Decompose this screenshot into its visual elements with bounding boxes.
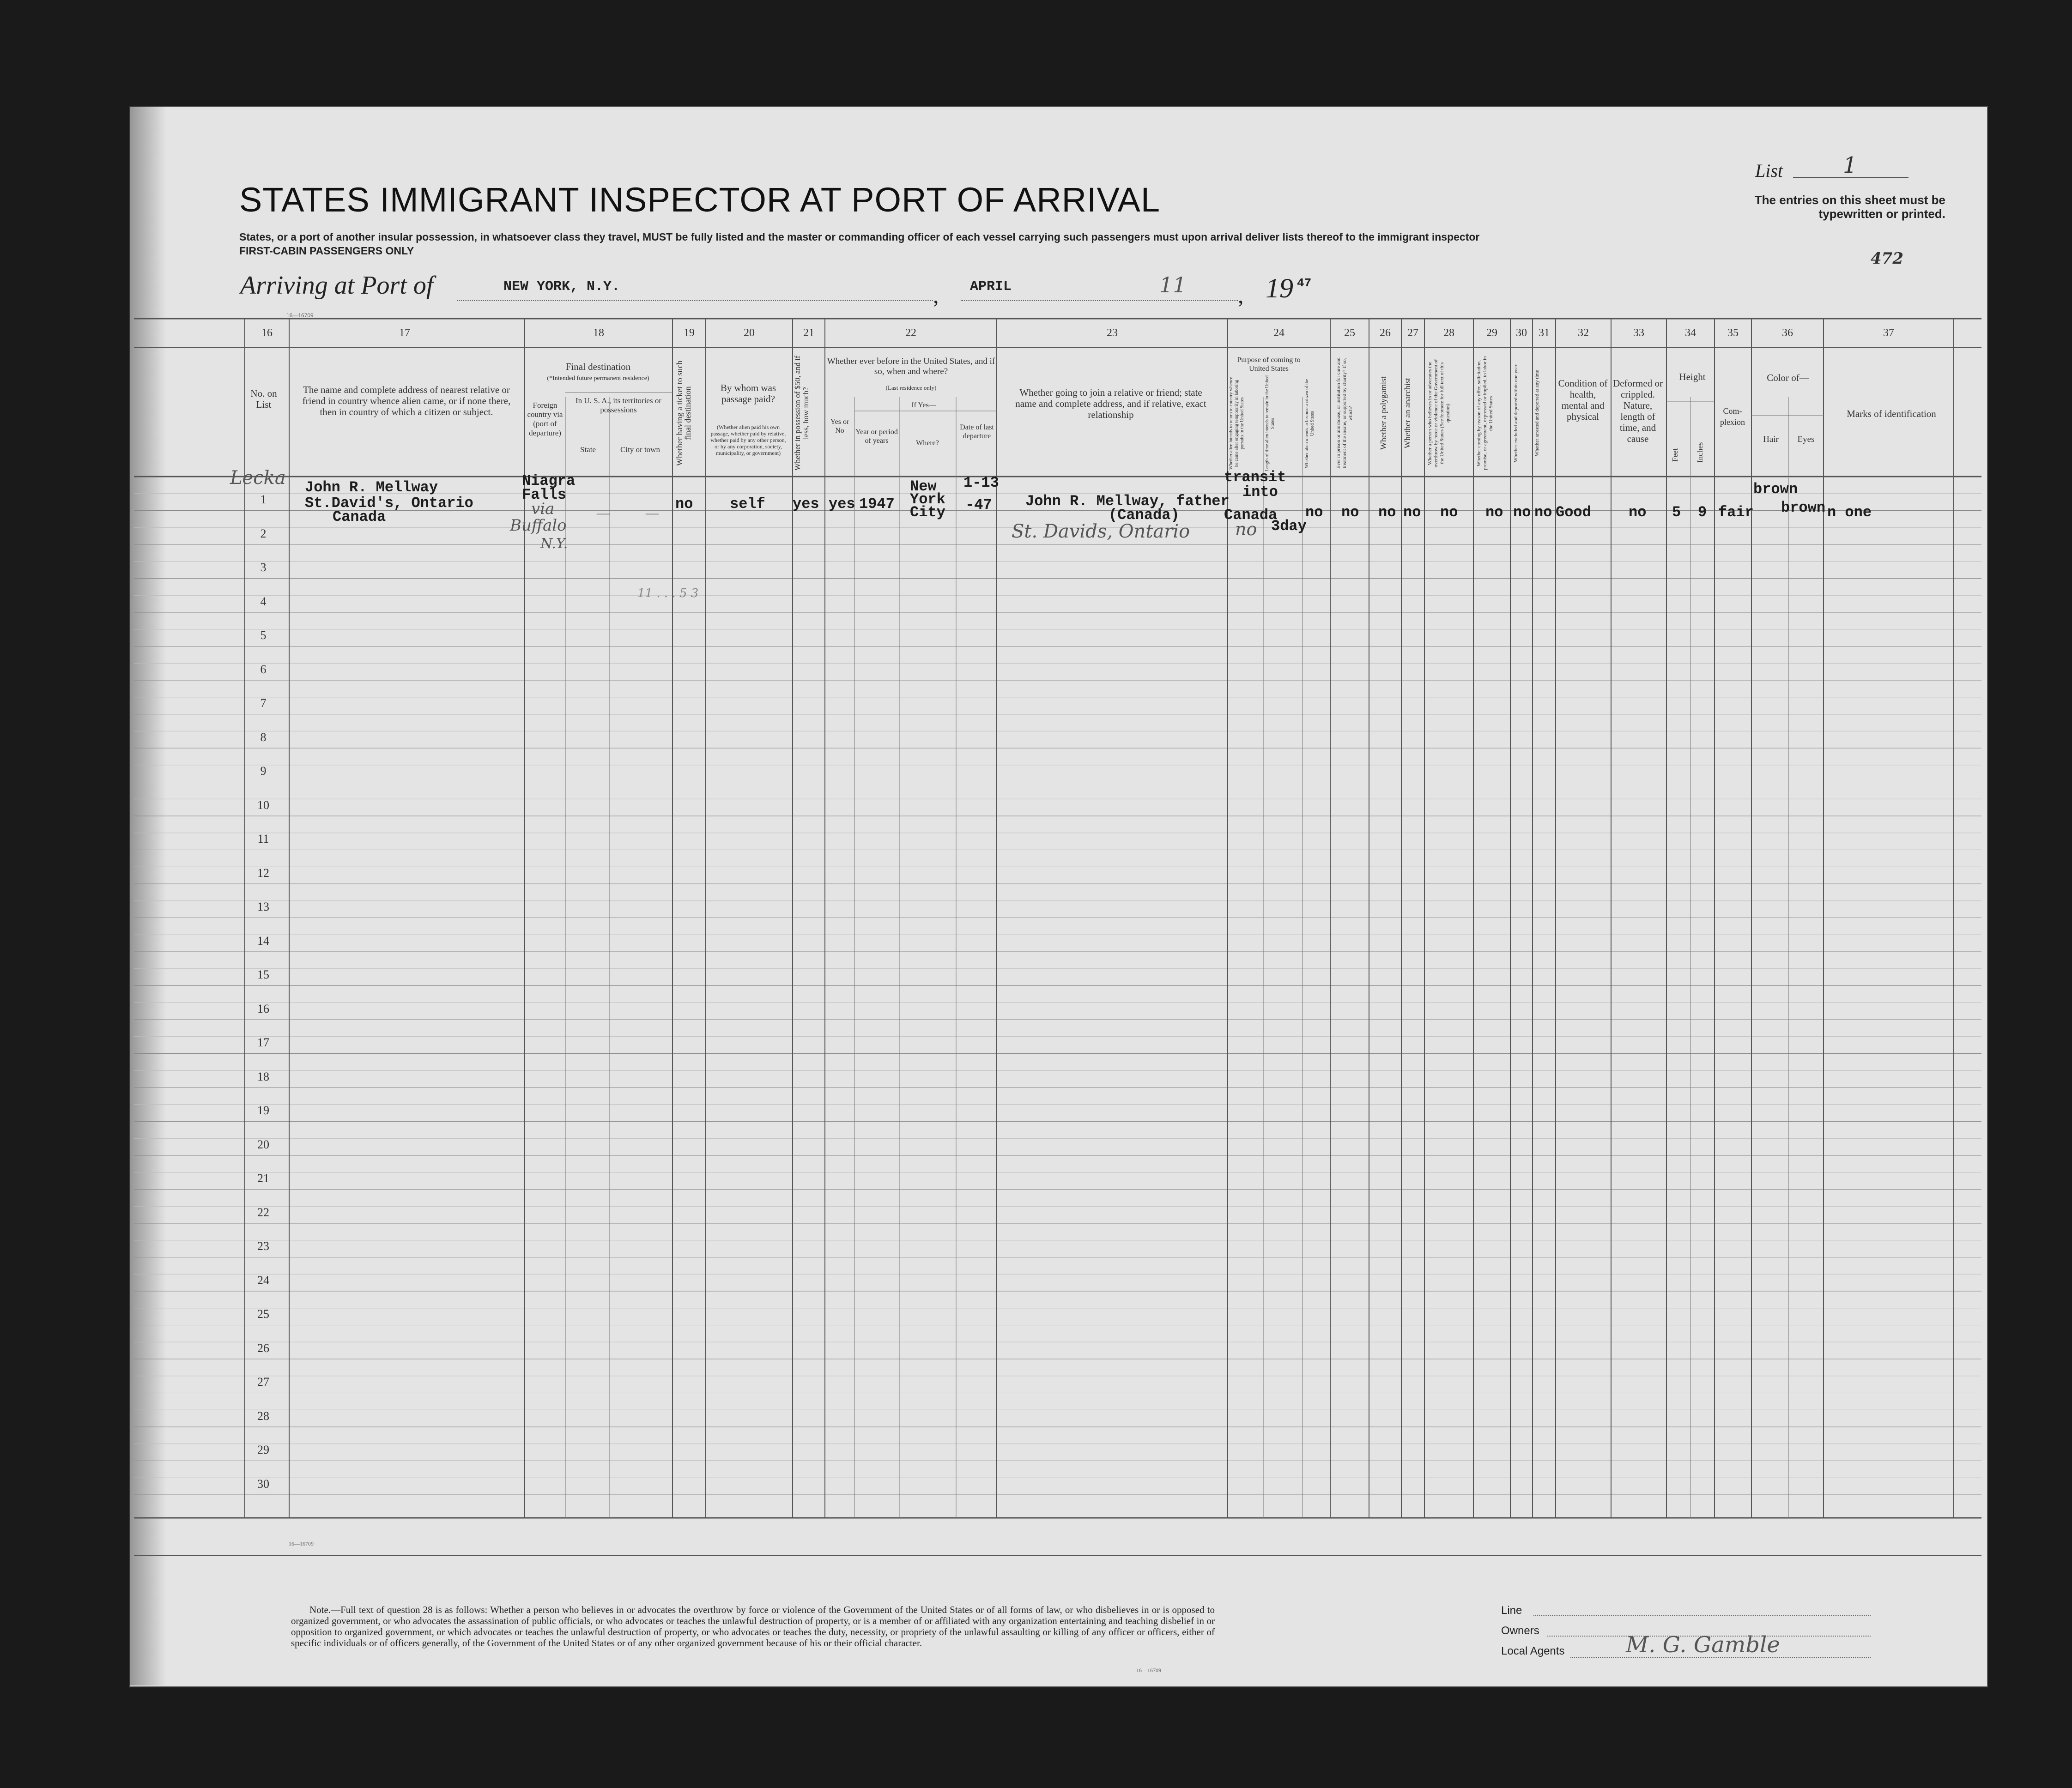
marks-value: n one: [1827, 504, 1872, 521]
row-number: 10: [257, 798, 269, 812]
year-suffix: 47: [1297, 276, 1312, 290]
hair-value: brown: [1753, 481, 1798, 498]
col34-feet-header: Feet: [1671, 448, 1679, 462]
inches-value: 9: [1698, 504, 1707, 521]
column-number: 36: [1782, 327, 1793, 339]
where-1: New: [910, 478, 937, 495]
col22-yesno-header: Yes or No: [830, 418, 849, 435]
subtitle-line: States, or a port of another insular possession, in whatsoever class they travel, MUST be fully listed and the master or commanding officer of each vessel carrying such passengers must upon arrival deliver lists thereof to the immigrant inspector: [239, 231, 1480, 243]
col19-header: Whether having a ticket to such final destination: [675, 360, 692, 466]
page-stamp: 472: [1871, 249, 1903, 268]
col32-header: Condition of health, mental and physical: [1558, 378, 1608, 422]
ticket-value: no: [675, 495, 693, 513]
faint-marks-row3: 11 . . . 5 3: [637, 586, 699, 600]
labor-offer-value: no: [1485, 504, 1503, 521]
anarchist-value: no: [1403, 504, 1421, 521]
column-number: 24: [1273, 327, 1284, 339]
row-number: 22: [257, 1205, 269, 1219]
column-number: 22: [905, 327, 916, 339]
col22-where-header: Where?: [916, 439, 939, 447]
row-number: 14: [257, 934, 269, 948]
col24a-header: Whether alien intends to return to country whence he came after engaging temporarily in laboring pursuits in the United States: [1229, 377, 1245, 470]
column-number: 26: [1380, 327, 1391, 339]
foreign-country-1: Niagra: [522, 472, 576, 489]
deformed-value: no: [1629, 504, 1647, 521]
col20-header: By whom was passage paid?: [720, 382, 776, 405]
footnote-question-28: Note.—Full text of question 28 is as follows: Whether a person who believes in or advocates the overthrow by force or violence of the Government of the United States or of all forms of law, or who disbelieves in or is opposed to organized government, or who advocates the assassination of public officials, or who advocates or teaches the unlawful destruction of property, or is a member of or affiliated with any organization entertaining and teaching disbelief in or opposition to organized government, or which advocates or teaches the unlawful destruction of property, or who advocates or teaches the duty, necessity, or propriety of the unlawful assaulting or killing of any officer or officers, either of specific individuals or of officers generally, of the Government of the United States or of any other organized government because of his or their official character.: [291, 1604, 1215, 1649]
col18-state-header: State: [580, 445, 596, 454]
col22-ifyes: If Yes—: [911, 401, 936, 409]
row-number: 3: [260, 561, 267, 574]
col35-header: Com-plexion: [1720, 406, 1745, 427]
row-number: 4: [260, 594, 267, 608]
column-number: 25: [1344, 327, 1355, 339]
purpose-hand: no: [1235, 519, 1257, 539]
year-prefix: 19: [1266, 273, 1293, 303]
health-value: Good: [1556, 504, 1591, 521]
col22-year-header: Year or period of years: [855, 428, 898, 445]
col36-hair-header: Hair: [1763, 435, 1779, 444]
col29-header: Whether coming by reason of any offer, solicitation, promise, or agreement, expressed or implied, to labor in the United States: [1476, 356, 1494, 471]
margin-note: Lecka: [230, 467, 286, 489]
page-title: STATES IMMIGRANT INSPECTOR AT PORT OF ARRIVAL: [239, 181, 1161, 219]
row-number: 27: [257, 1375, 269, 1389]
col37-header: Marks of identification: [1847, 408, 1936, 419]
col22-date-header: Date of last departure: [960, 423, 994, 440]
list-label: List: [1755, 160, 1783, 181]
col18-foreign-header: Foreign country via (port of departure): [527, 401, 563, 437]
comma-1: ,: [933, 282, 939, 308]
citizen-value: no: [1305, 504, 1323, 521]
column-number: 17: [399, 327, 410, 339]
row-number: 19: [257, 1104, 269, 1118]
arriving-label: Arriving at Port of: [240, 271, 434, 300]
col24b-header: Length of time alien intends to remain in the United States: [1265, 375, 1275, 472]
col34-header: Height: [1679, 371, 1706, 382]
col17-header: The name and complete address of nearest relative or friend in country whence alien came, or if none there, then in country of which a citizen or subject.: [302, 384, 511, 417]
col21-header: Whether in possession of $50, and if less, how much?: [793, 356, 810, 471]
row-number: 23: [257, 1239, 269, 1253]
row-number: 9: [260, 764, 267, 778]
row-number: 11: [257, 832, 269, 846]
via-hand-1: via: [531, 500, 555, 518]
column-number: 33: [1633, 327, 1644, 339]
row-number: 13: [257, 900, 269, 914]
last-departure-2: -47: [965, 496, 992, 513]
col24c-header: Whether alien intends to become a citizen of the United States: [1304, 379, 1315, 468]
line-field: [1533, 1615, 1871, 1616]
col18-header: Final destination: [565, 361, 631, 372]
relative-address-2: Canada: [333, 508, 386, 526]
column-number: 32: [1578, 327, 1589, 339]
col31-header: Whether arrested and deported at any time: [1534, 370, 1540, 457]
column-number: 28: [1443, 327, 1454, 339]
via-hand-2: Buffalo: [510, 516, 567, 535]
where-2: York: [910, 491, 945, 508]
row-number: 1: [260, 493, 267, 507]
col25-header: Ever in prison or almshouse, or institution for care and treatment of the insane, or supported by charity? If so, which?: [1336, 357, 1353, 469]
form-code-bottom: 16—16709: [289, 1540, 314, 1547]
agents-label: Local Agents: [1501, 1645, 1565, 1657]
row-number: 2: [260, 526, 267, 540]
column-number: 16: [261, 327, 273, 339]
passage-paid-value: self: [730, 495, 765, 513]
length-stay-value: 3day: [1271, 518, 1307, 535]
port-underline: [457, 300, 933, 301]
prison-value: no: [1341, 504, 1359, 521]
row-number: 30: [257, 1477, 269, 1491]
col18-city-header: City or town: [620, 445, 660, 454]
column-number: 27: [1407, 327, 1418, 339]
day-value: 11: [1159, 272, 1187, 297]
state-value: —: [597, 506, 610, 520]
col33-header: Deformed or crippled. Nature, length of time, and cause: [1613, 378, 1663, 444]
row-number: 8: [260, 730, 267, 744]
join-relative-1: John R. Mellway, father: [1025, 493, 1230, 510]
agent-signature: M. G. Gamble: [1626, 1632, 1780, 1658]
row-number: 20: [257, 1137, 269, 1151]
purpose-2: into: [1242, 483, 1278, 501]
col16-header: No. on List: [250, 388, 277, 410]
col22-header: Whether ever before in the United States, and if so, when and where?: [827, 356, 995, 376]
col24-header: Purpose of coming to United States: [1237, 356, 1301, 373]
eyes-value: brown: [1781, 499, 1826, 516]
purpose-3: Canada: [1224, 507, 1278, 524]
col36-header: Color of—: [1767, 372, 1809, 383]
column-number: 19: [684, 327, 695, 339]
column-number: 37: [1883, 327, 1894, 339]
footer-form-code: 16—16709: [1136, 1667, 1161, 1673]
before-in-us-value: yes: [829, 495, 855, 513]
form-code-top: 16—16709: [286, 312, 314, 319]
row-number: 17: [257, 1036, 269, 1050]
comma-2: ,: [1238, 282, 1244, 308]
row-number: 18: [257, 1069, 269, 1083]
list-number: 1: [1843, 152, 1857, 178]
row-number: 12: [257, 866, 269, 880]
feet-value: 5: [1672, 504, 1681, 521]
line-label: Line: [1501, 1604, 1522, 1617]
row-number: 26: [257, 1341, 269, 1355]
date-underline: [961, 300, 1238, 301]
month-value: APRIL: [970, 279, 1012, 295]
column-number: 31: [1539, 327, 1550, 339]
has-50-value: yes: [793, 495, 819, 513]
row-number: 24: [257, 1273, 269, 1287]
column-number: 23: [1107, 327, 1118, 339]
row-number: 15: [257, 968, 269, 982]
join-relative-hand: St. Davids, Ontario: [1012, 521, 1190, 542]
via-hand-3: N.Y.: [540, 536, 568, 552]
column-number: 30: [1516, 327, 1527, 339]
overthrow-value: no: [1440, 504, 1458, 521]
column-number: 20: [744, 327, 755, 339]
column-number: 18: [593, 327, 604, 339]
polygamist-value: no: [1378, 504, 1396, 521]
column-number: 34: [1685, 327, 1696, 339]
subtitle-first-cabin: FIRST-CABIN PASSENGERS ONLY: [239, 245, 414, 257]
complexion-value: fair: [1718, 504, 1754, 521]
city-value: —: [646, 506, 659, 520]
col27-header: Whether an anarchist: [1403, 378, 1412, 449]
col28-header: Whether a person who believes in or advocates the overthrow by force or violence of the Government of the United States (See footnote for full text of this question): [1427, 359, 1451, 467]
relative-address-1: St.David's, Ontario: [305, 495, 473, 512]
col18-note: (*Intended future permanent residence): [547, 375, 649, 382]
purpose-1: transit: [1224, 469, 1286, 486]
sheet-instructions: The entries on this sheet must be typewritten or printed.: [1754, 193, 1945, 221]
row-number: 16: [257, 1002, 269, 1015]
arrested-value: no: [1534, 504, 1552, 521]
col23-header: Whether going to join a relative or friend; state name and complete address, and if relative, exact relationship: [1015, 387, 1206, 420]
col36-eyes-header: Eyes: [1797, 435, 1815, 444]
port-value: NEW YORK, N.Y.: [503, 279, 620, 295]
foreign-country-2: Falls: [522, 486, 567, 503]
column-number: 35: [1727, 327, 1739, 339]
col18-usa-header: In U. S. A., its territories or possessions: [575, 396, 662, 414]
col20-note: (Whether alien paid his own passage, whether paid by relative, whether paid by any other person, or by any corporation, society, municipality, or government): [710, 424, 786, 456]
row-number: 7: [260, 696, 267, 710]
col26-header: Whether a polygamist: [1379, 376, 1388, 450]
col34-inches-header: Inches: [1696, 442, 1704, 463]
relative-name: John R. Mellway: [305, 479, 438, 496]
col30-header: Whether excluded and deported within one year: [1513, 364, 1519, 462]
row-number: 29: [257, 1443, 269, 1457]
col22-note: (Last residence only): [885, 384, 937, 391]
column-number: 21: [803, 327, 814, 339]
last-departure-1: 1-13: [963, 474, 999, 491]
row-number: 6: [260, 662, 267, 676]
join-relative-2: (Canada): [1109, 507, 1180, 524]
year-value: 1947: [859, 495, 895, 513]
owners-label: Owners: [1501, 1625, 1539, 1637]
row-number: 21: [257, 1172, 269, 1185]
column-number: 29: [1486, 327, 1497, 339]
where-3: City: [910, 504, 945, 521]
row-number: 25: [257, 1307, 269, 1321]
row-number: 28: [257, 1409, 269, 1423]
excluded-value: no: [1513, 504, 1531, 521]
row-number: 5: [260, 628, 267, 642]
